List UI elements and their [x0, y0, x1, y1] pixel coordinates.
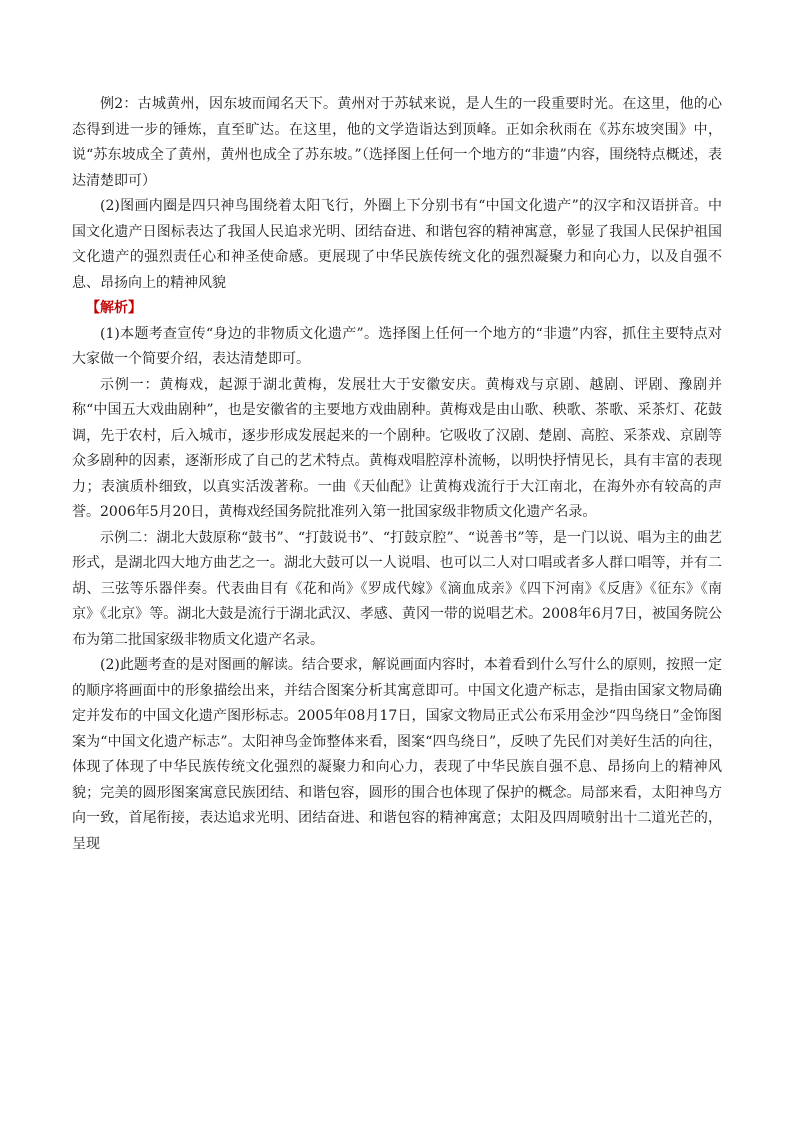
analysis-heading: 【解析】	[86, 300, 142, 316]
paragraph-answer-2: (2)图画内圈是四只神鸟围绕着太阳飞行，外圈上下分别书有“中国文化遗产”的汉字和汉语拼音。中国文化遗产日图标表达了我国人民追求光明、团结奋进、和谐包容的精神寓意，彰显了我国人民保护祖国文化遗产的强烈责任心和神圣使命感。更展现了中华民族传统文化的强烈凝聚力和向心力，以及自强不息、昂扬向上的精神风貌	[72, 198, 722, 291]
document-page	[72, 92, 722, 857]
analysis-paragraph-1: (1)本题考查宣传“身边的非物质文化遗产”。选择图上任何一个地方的“非遗”内容，抓住主要特点对大家做一个简要介绍，表达清楚即可。	[72, 325, 722, 367]
analysis-example-2: 示例二：湖北大鼓原称“鼓书”、“打鼓说书”、“打鼓京腔”、“说善书”等，是一门以说、唱为主的曲艺形式，是湖北四大地方曲艺之一。湖北大鼓可以一人说唱、也可以二人对口唱或者多人群口唱等，并有二胡、三弦等乐器伴奏。代表曲目有《花和尚》《罗成代嫁》《滴血成亲》《四下河南》《反唐》《征东》《南京》《北京》等。湖北大鼓是流行于湖北武汉、孝感、黄冈一带的说唱艺术。2008年6月7日，被国务院公布为第二批国家级非物质文化遗产名录。	[72, 529, 722, 648]
analysis-example-1: 示例一：黄梅戏，起源于湖北黄梅，发展壮大于安徽安庆。黄梅戏与京剧、越剧、评剧、豫剧并称“中国五大戏曲剧种”，也是安徽省的主要地方戏曲剧种。黄梅戏是由山歌、秧歌、茶歌、采茶灯、花鼓调，先于农村，后入城市，逐步形成发展起来的一个剧种。它吸收了汉剧、楚剧、高腔、采茶戏、京剧等众多剧种的因素，逐渐形成了自己的艺术特点。黄梅戏唱腔淳朴流畅，以明快抒情见长，具有丰富的表现力；表演质朴细致，以真实活泼著称。一曲《天仙配》让黄梅戏流行于大江南北，在海外亦有较高的声誉。2006年5月20日，黄梅戏经国务院批准列入第一批国家级非物质文化遗产名录。	[72, 376, 722, 520]
analysis-paragraph-2: (2)此题考查的是对图画的解读。结合要求，解说画面内容时，本着看到什么写什么的原则，按照一定的顺序将画面中的形象描绘出来，并结合图案分析其寓意即可。中国文化遗产标志，是指由国家文物局确定并发布的中国文化遗产图形标志。2005年08月17日，国家文物局正式公布采用金沙“四鸟绕日”金饰图案为“中国文化遗产标志”。太阳神鸟金饰整体来看，图案“四鸟绕日”，反映了先民们对美好生活的向往，体现了体现了中华民族传统文化强烈的凝聚力和向心力，表现了中华民族自强不息、昂扬向上的精神风貌；完美的圆形图案寓意民族团结、和谐包容，圆形的围合也体现了保护的概念。局部来看，太阳神鸟方向一致，首尾衔接，表达追求光明、团结奋进、和谐包容的精神寓意；太阳及四周喷射出十二道光芒的，呈现	[72, 657, 722, 852]
paragraph-example-2: 例2：古城黄州，因东坡而闻名天下。黄州对于苏轼来说，是人生的一段重要时光。在这里，他的心态得到进一步的锤炼，直至旷达。在这里，他的文学造诣达到顶峰。正如余秋雨在《苏东坡突围》中，说“苏东坡成全了黄州，黄州也成全了苏东坡。”（选择图上任何一个地方的“非遗”内容，围绕特点概述，表达清楚即可）	[72, 96, 722, 189]
